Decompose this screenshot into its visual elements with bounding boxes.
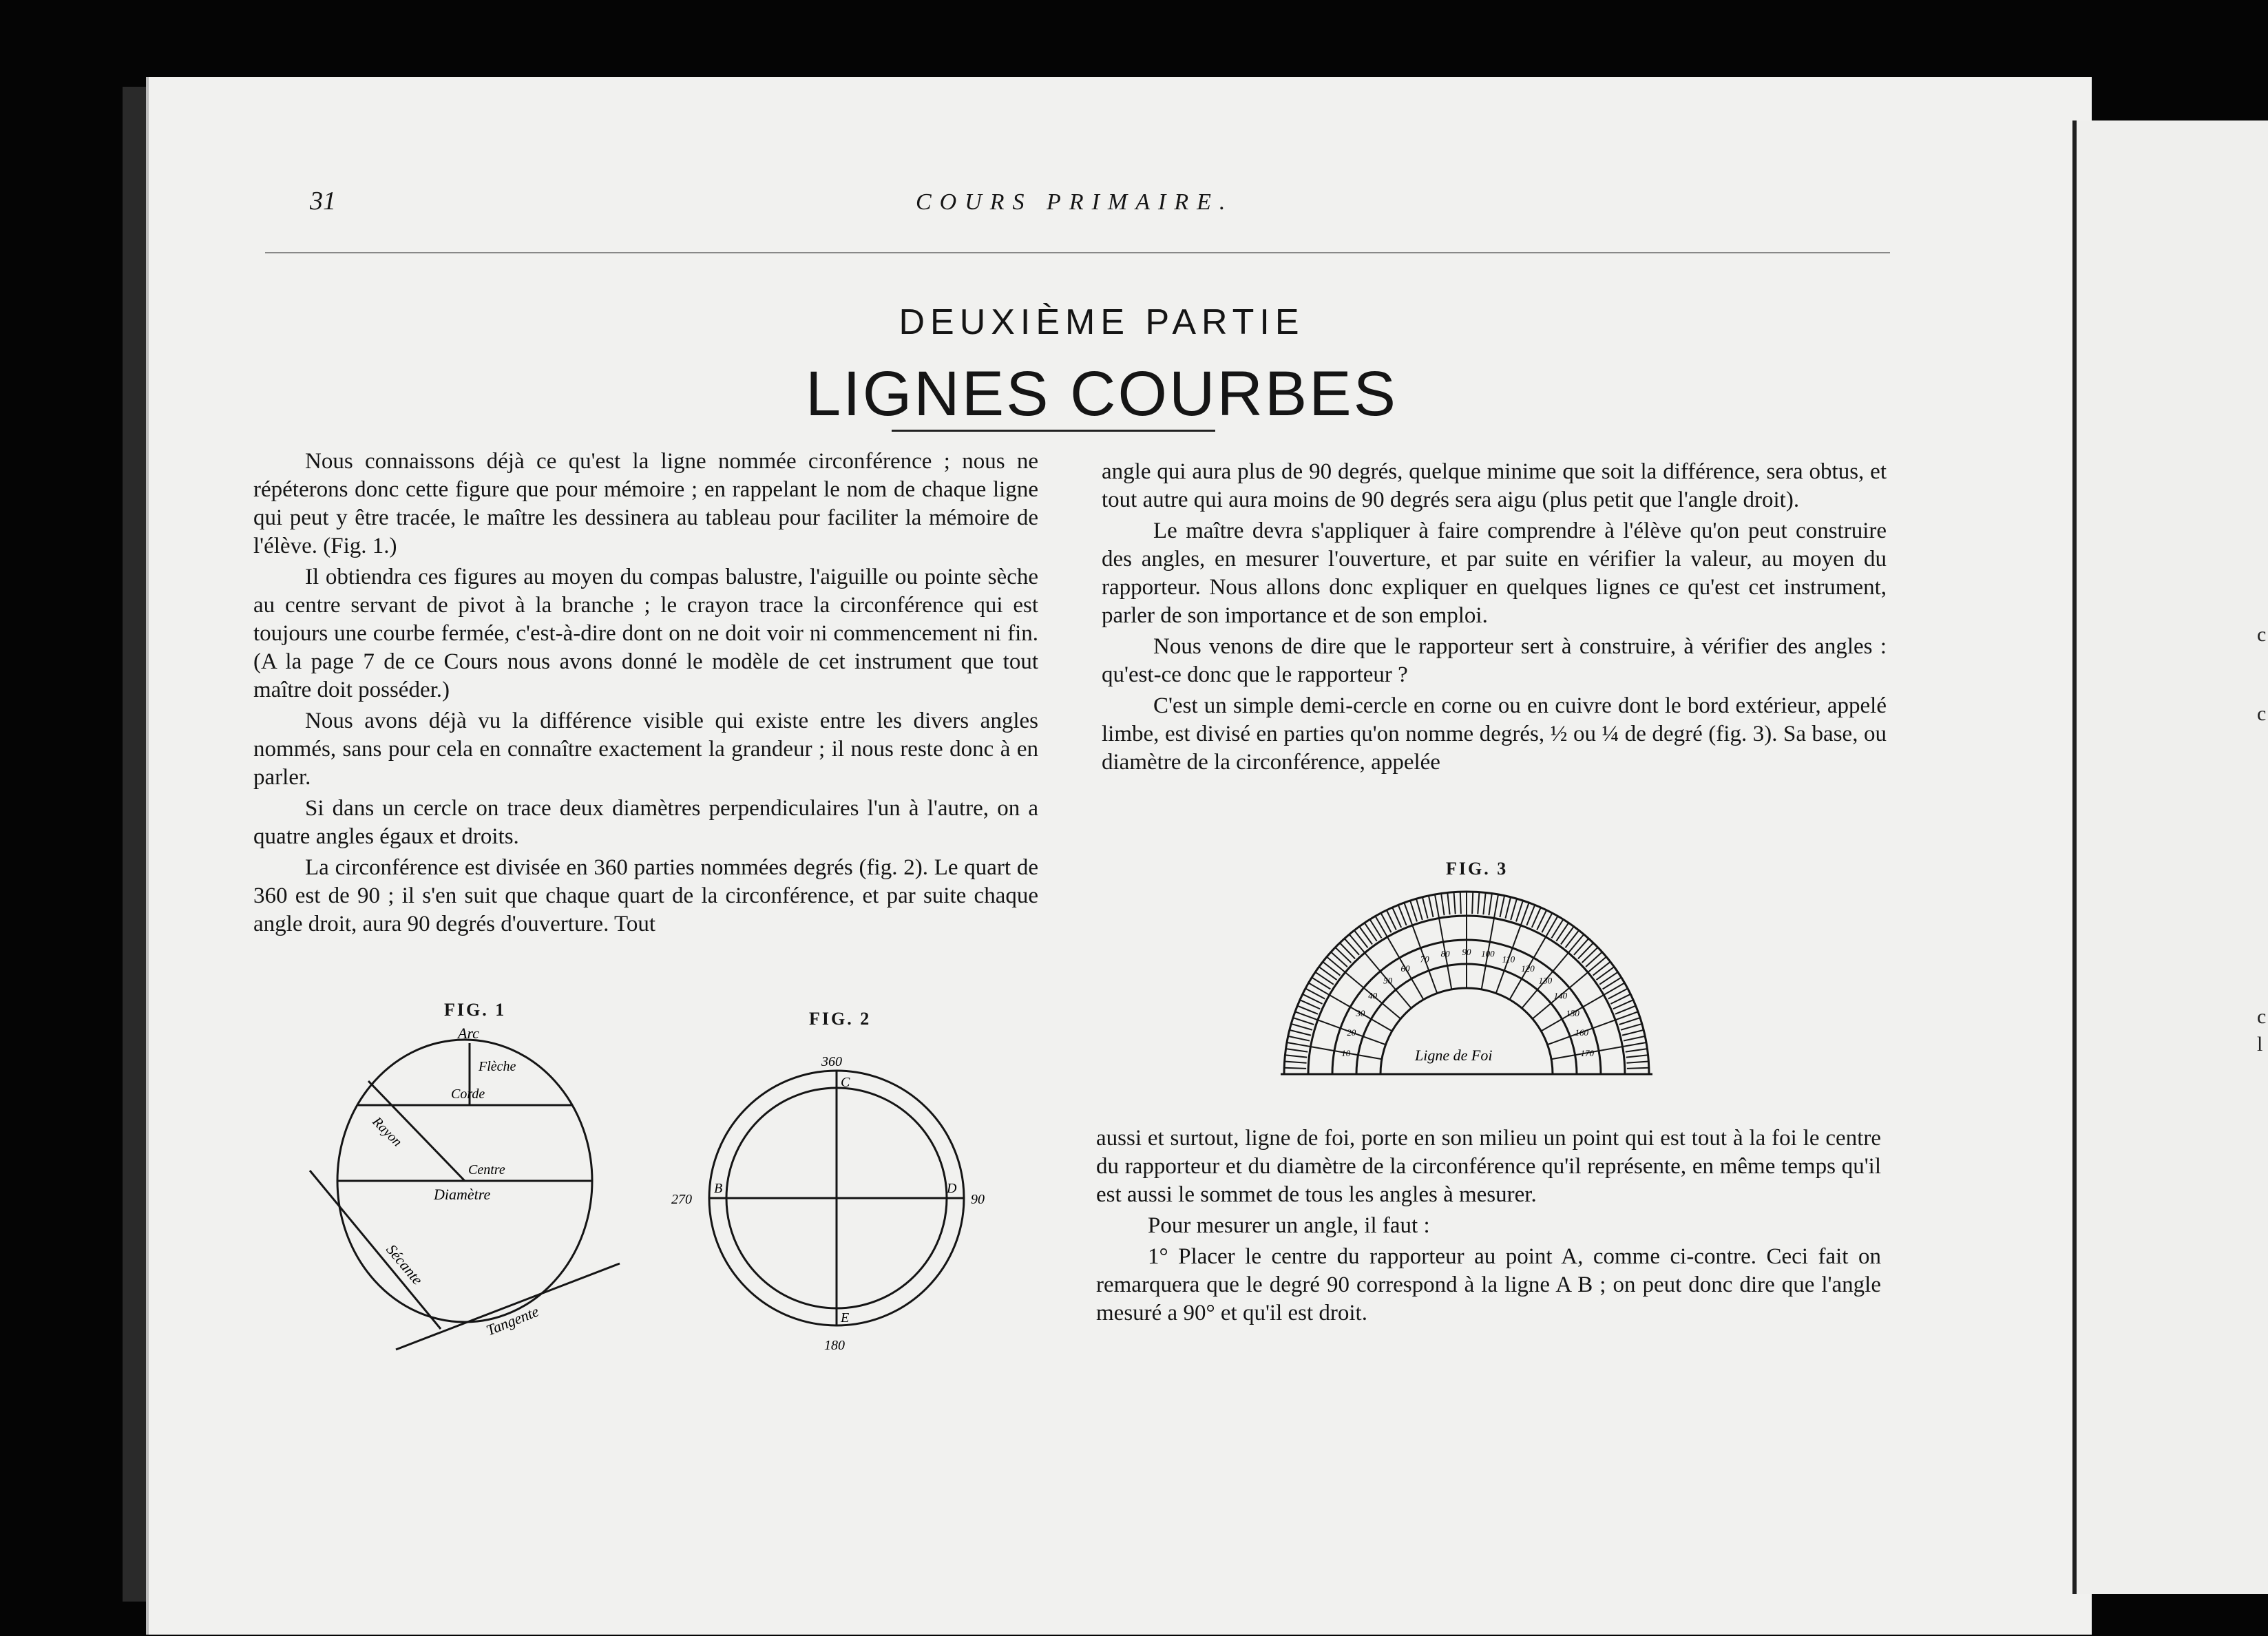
fig3-tick bbox=[1565, 930, 1579, 947]
fig1-circle-diagram bbox=[303, 1026, 633, 1363]
fig3-degree-label: 70 bbox=[1420, 954, 1429, 965]
paragraph: Nous venons de dire que le rapporteur sert à construire, à vérifier des angles : qu'est-ce donc que le rapporteur ? bbox=[1102, 634, 1887, 687]
fig3-tick bbox=[1331, 952, 1347, 967]
fig3-label-ligne-de-foi: Ligne de Foi bbox=[1415, 1047, 1493, 1064]
fig3-tick bbox=[1354, 930, 1368, 947]
fig3-tick bbox=[1293, 1018, 1314, 1025]
fig3-tick bbox=[1489, 894, 1491, 916]
fig2-label-bottom: 180 bbox=[824, 1338, 845, 1353]
fig3-tick bbox=[1534, 916, 1558, 958]
section-title: LIGNES COURBES bbox=[806, 359, 1398, 429]
fig3-tick bbox=[1622, 1030, 1644, 1036]
paragraph: Pour mesurer un angle, il faut : bbox=[1148, 1213, 1430, 1238]
fig1-label-centre: Centre bbox=[468, 1162, 505, 1177]
fig3-tick bbox=[1429, 896, 1434, 917]
paragraph: 1° Placer le centre du rapporteur au point A, comme ci-contre. Ceci fait on remarquera que le degré 90 correspond à la ligne A B ; on peut donc dire que l'angle mesuré a 90° et qu'il est droit. bbox=[1096, 1244, 1881, 1325]
fig3-tick bbox=[1472, 892, 1473, 914]
fig3-tick bbox=[1603, 978, 1621, 989]
fig3-tick bbox=[1285, 1055, 1307, 1057]
fig3-tick bbox=[1284, 1068, 1306, 1069]
fig3-tick bbox=[1583, 983, 1625, 1007]
fig1-tangent bbox=[396, 1263, 620, 1350]
fig3-tick bbox=[1323, 962, 1340, 976]
fig3-tick bbox=[1483, 892, 1485, 914]
next-page-mark: c bbox=[2257, 623, 2267, 646]
fig3-degree-label: 120 bbox=[1521, 963, 1535, 974]
fig3-degree-label: 60 bbox=[1400, 963, 1410, 974]
paragraph: Le maître devra s'appliquer à faire comprendre à l'élève qu'on peut construire des angles, en mesurer l'ouverture, et par suite en vérifier la valeur, au moyen du rapporteur. Nous allons donc expliquer en quelques lignes ce qu'est cet instrument, parler de son importance et de son emploi. bbox=[1102, 518, 1887, 628]
fig2-letter-e: E bbox=[841, 1310, 850, 1325]
fig2-label-top: 360 bbox=[821, 1054, 842, 1069]
fig2-label-right: 90 bbox=[971, 1192, 985, 1207]
fig3-protractor bbox=[1274, 888, 1659, 1088]
fig3-tick bbox=[1578, 943, 1593, 958]
fig3-tick bbox=[1624, 1036, 1645, 1041]
paragraph: aussi et surtout, ligne de foi, porte en son milieu un point qui est tout à la foi le centre du rapporteur et du diamètre de la circonférence qu'il représente, en même temps qu'il est aussi le sommet de tous les angles à mesurer. bbox=[1096, 1126, 1881, 1207]
left-column-text bbox=[253, 448, 1038, 941]
fig2-caption: FIG. 2 bbox=[809, 1009, 872, 1029]
fig3-tick bbox=[1312, 978, 1330, 989]
fig3-degree-label: 110 bbox=[1502, 954, 1515, 965]
fig3-tick bbox=[1345, 938, 1359, 955]
fig3-tick bbox=[1626, 1049, 1648, 1051]
fig3-tick bbox=[1556, 923, 1568, 941]
fig3-tick bbox=[1309, 983, 1351, 1007]
right-column-text-bottom bbox=[1096, 1124, 1881, 1330]
fig3-degree-label: 170 bbox=[1580, 1048, 1595, 1059]
fig1-secant bbox=[310, 1171, 441, 1329]
fig3-tick bbox=[1627, 1068, 1649, 1069]
fig1-label-secante: Sécante bbox=[383, 1241, 427, 1288]
paragraph: Il obtiendra ces figures au moyen du compas balustre, l'aiguille ou pointe sèche au centre servant de pivot à la branche ; le crayon trace la circonférence qui est toujours une courbe fermée, c'est-à-dire dont on ne doit voir ni commencement ni fin. (A la page 7 de ce Cours nous avons donné le modèle de cet instrument que tout maître doit posséder.) bbox=[253, 565, 1038, 702]
fig3-tick bbox=[1291, 1024, 1312, 1030]
fig3-tick bbox=[1621, 1024, 1642, 1030]
fig2-letter-d: D bbox=[947, 1181, 957, 1196]
fig1-label-fleche: Flèche bbox=[479, 1059, 516, 1074]
fig2-degree-circle bbox=[671, 1047, 1002, 1356]
fig3-tick bbox=[1626, 1055, 1648, 1057]
fig1-label-arc: Arc bbox=[458, 1025, 479, 1042]
fig3-degree-label: 30 bbox=[1356, 1008, 1365, 1018]
paragraph: C'est un simple demi-cercle en corne ou en cuivre dont le bord extérieur, appelé limbe, est divisé en parties qu'on nomme degrés, ½ ou ¼ de degré (fig. 3). Sa base, ou diamètre de la circonférence, appelée bbox=[1102, 693, 1887, 775]
fig3-tick bbox=[1516, 901, 1523, 921]
fig3-tick bbox=[1593, 962, 1610, 976]
fig3-caption: FIG. 3 bbox=[1446, 859, 1509, 879]
next-page-mark: c bbox=[2257, 1005, 2267, 1028]
fig3-tick bbox=[1597, 967, 1615, 980]
paragraph: La circonférence est divisée en 360 parties nommées degrés (fig. 2). Le quart de 360 est de 90 ; il s'en suit que chaque quart de la circonférence, et par suite chaque angle droit, aura 90 degrés d'ouverture. Tout bbox=[253, 855, 1038, 936]
fig3-degree-label: 100 bbox=[1481, 948, 1495, 959]
header-rule bbox=[265, 252, 1890, 253]
fig3-tick bbox=[1478, 892, 1479, 914]
fig1-label-diametre: Diamètre bbox=[434, 1186, 491, 1203]
right-column-text-top bbox=[1102, 458, 1887, 779]
fig3-degree-label: 130 bbox=[1538, 975, 1553, 986]
fig1-label-corde: Corde bbox=[451, 1087, 485, 1102]
fig3-degree-label: 10 bbox=[1341, 1048, 1351, 1059]
next-page-mark: c bbox=[2257, 702, 2267, 725]
fig3-tick bbox=[1410, 901, 1417, 921]
fig2-label-left: 270 bbox=[671, 1192, 692, 1207]
part-heading: DEUXIÈME PARTIE bbox=[899, 302, 1305, 342]
fig1-label-tangente: Tangente bbox=[483, 1302, 541, 1339]
title-underline bbox=[892, 430, 1215, 432]
fig3-tick bbox=[1441, 894, 1444, 916]
fig3-degree-label: 140 bbox=[1553, 990, 1568, 1001]
fig3-tick bbox=[1586, 952, 1602, 967]
fig3-tick bbox=[1288, 1036, 1310, 1041]
fig3-tick bbox=[1454, 892, 1456, 914]
fig3-tick bbox=[1422, 897, 1428, 919]
fig3-tick bbox=[1340, 943, 1355, 958]
paragraph: Si dans un cercle on trace deux diamètres perpendiculaires l'un à l'autre, on a quatre angles égaux et droits. bbox=[253, 796, 1038, 849]
fig3-tick bbox=[1582, 947, 1598, 963]
fig3-degree-label: 150 bbox=[1566, 1008, 1579, 1018]
fig3-tick bbox=[1619, 1018, 1640, 1025]
fig3-tick bbox=[1359, 927, 1372, 945]
next-page-mark: l bbox=[2257, 1033, 2263, 1056]
fig1-label-rayon: Rayon bbox=[369, 1113, 406, 1150]
fig3-tick bbox=[1505, 897, 1511, 919]
fig3-tick bbox=[1447, 892, 1449, 914]
fig3-tick bbox=[1574, 938, 1588, 955]
paragraph: Nous connaissons déjà ce qu'est la ligne nommée circonférence ; nous ne répéterons donc cette figure que pour mémoire ; en rappelant le nom de chaque ligne qui peut y être tracée, le maître les dessinera au tableau pour faciliter la mémoire de l'élève. (Fig. 1.) bbox=[253, 449, 1038, 558]
fig3-degree-label: 160 bbox=[1575, 1027, 1589, 1038]
fig3-tick bbox=[1626, 1062, 1648, 1063]
fig3-tick bbox=[1561, 927, 1574, 945]
fig3-tick bbox=[1335, 947, 1351, 963]
fig3-tick bbox=[1290, 1030, 1311, 1036]
fig3-degree-label: 20 bbox=[1347, 1027, 1356, 1038]
fig3-degree-label: 40 bbox=[1368, 990, 1378, 1001]
fig3-tick bbox=[1365, 923, 1377, 941]
fig3-tick bbox=[1416, 899, 1422, 920]
fig3-tick bbox=[1285, 1062, 1307, 1063]
fig3-tick bbox=[1511, 899, 1517, 920]
running-title: COURS PRIMAIRE. bbox=[916, 189, 1234, 215]
fig3-degree-label: 90 bbox=[1462, 947, 1471, 957]
fig3-tick bbox=[1500, 896, 1504, 917]
fig2-letter-c: C bbox=[841, 1075, 850, 1090]
fig1-caption: FIG. 1 bbox=[444, 1000, 507, 1020]
fig3-degree-label: 80 bbox=[1440, 948, 1450, 959]
paragraph: angle qui aura plus de 90 degrés, quelque minime que soit la différence, sera obtus, et tout autre qui aura moins de 90 degrés sera aigu (plus petit que l'angle droit). bbox=[1102, 459, 1887, 512]
fig3-tick bbox=[1319, 967, 1337, 980]
fig3-tick bbox=[1551, 919, 1563, 938]
fig3-degree-label: 50 bbox=[1383, 975, 1393, 986]
fig3-tick bbox=[1599, 972, 1618, 985]
fig3-tick bbox=[1460, 892, 1461, 914]
fig3-tick bbox=[1286, 1049, 1308, 1051]
fig3-tick bbox=[1315, 972, 1334, 985]
fig3-tick bbox=[1370, 919, 1382, 938]
page-number: 31 bbox=[310, 187, 336, 216]
paragraph: Nous avons déjà vu la différence visible qui existe entre les divers angles nommés, sans pour cela en connaître exactement la grandeur ; il nous reste donc à en parler. bbox=[253, 709, 1038, 790]
fig2-letter-b: B bbox=[714, 1181, 723, 1196]
fig3-tick bbox=[1376, 916, 1400, 958]
